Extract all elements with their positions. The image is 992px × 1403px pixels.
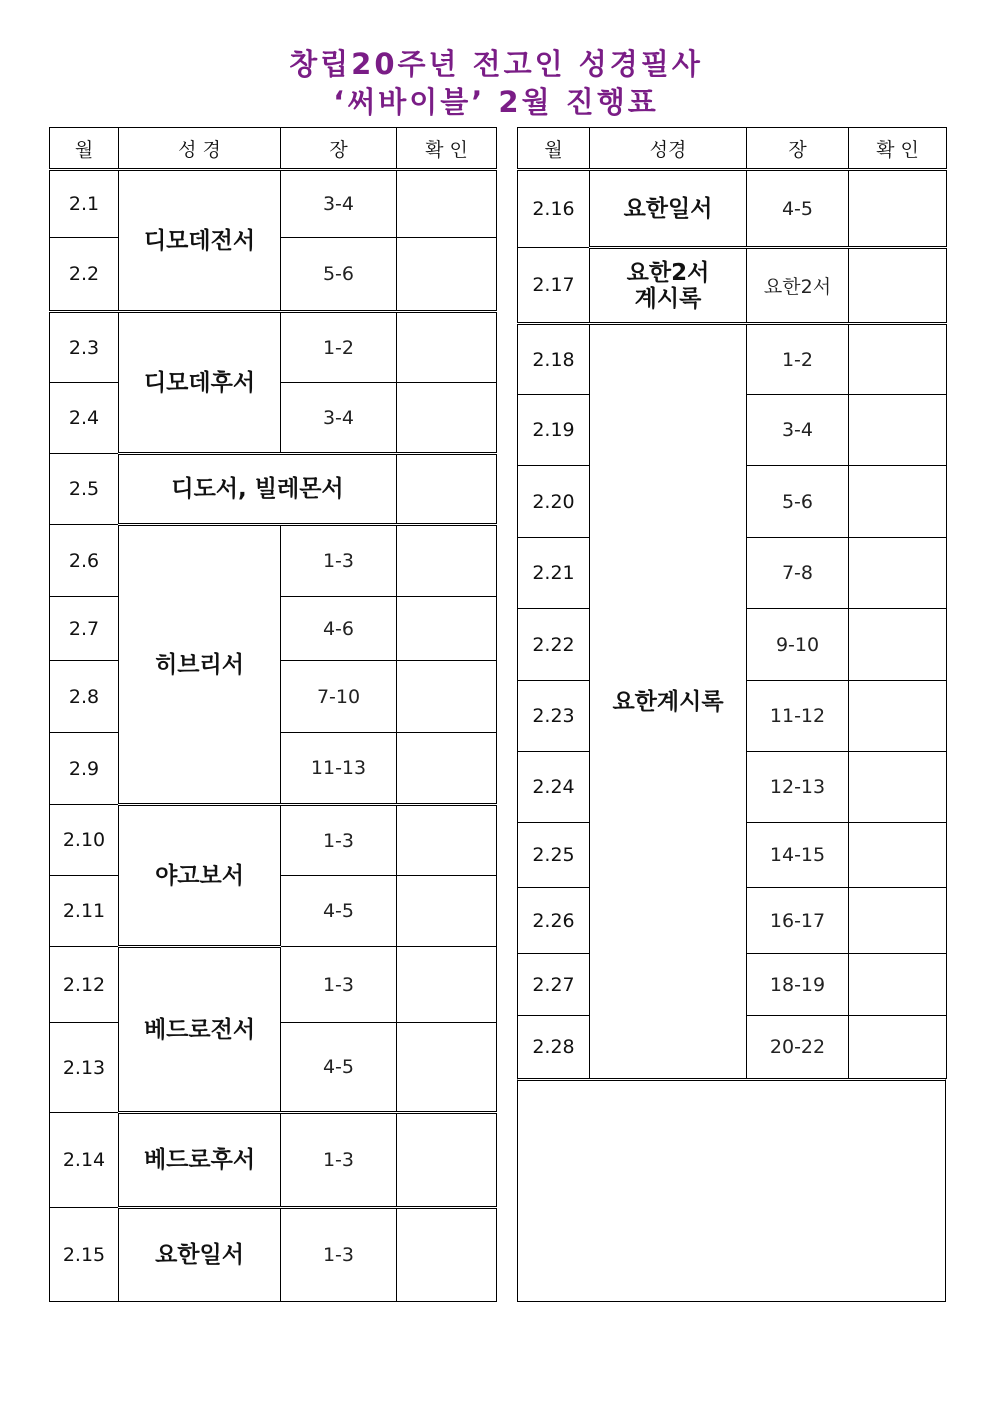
chapter-cell: 5-6 (747, 466, 849, 538)
date-cell: 2.21 (518, 538, 590, 609)
chapter-cell: 7-8 (747, 538, 849, 609)
chapter-cell: 1-3 (281, 947, 397, 1023)
check-cell[interactable] (397, 1208, 497, 1302)
date-cell: 2.14 (50, 1113, 119, 1208)
check-cell[interactable] (849, 681, 947, 752)
book-cell: 디모데후서 (119, 312, 281, 454)
chapter-cell: 1-3 (281, 525, 397, 597)
chapter-cell: 4-5 (281, 876, 397, 947)
check-cell[interactable] (849, 466, 947, 538)
check-cell[interactable] (849, 888, 947, 954)
header-chapter: 장 (281, 128, 397, 170)
date-cell: 2.23 (518, 681, 590, 752)
chapter-cell: 1-2 (747, 324, 849, 395)
book-cell: 히브리서 (119, 525, 281, 805)
schedule-table-right (517, 127, 947, 1079)
date-cell: 2.2 (50, 238, 119, 312)
chapter-cell: 11-12 (747, 681, 849, 752)
date-cell: 2.26 (518, 888, 590, 954)
chapter-cell: 1-3 (281, 1208, 397, 1302)
check-cell[interactable] (397, 1113, 497, 1208)
date-cell: 2.18 (518, 324, 590, 395)
date-cell: 2.3 (50, 312, 119, 383)
book-line: 계시록 (634, 285, 702, 312)
check-cell[interactable] (849, 609, 947, 681)
check-cell[interactable] (397, 876, 497, 947)
chapter-cell: 1-2 (281, 312, 397, 383)
date-cell: 2.6 (50, 525, 119, 597)
chapter-cell: 4-6 (281, 597, 397, 661)
empty-notes-box (517, 1078, 946, 1302)
check-cell[interactable] (397, 1023, 497, 1113)
header-month: 월 (50, 128, 119, 170)
header-check: 확 인 (849, 128, 947, 170)
chapter-cell: 20-22 (747, 1016, 849, 1079)
chapter-cell: 9-10 (747, 609, 849, 681)
book-cell: 디모데전서 (119, 170, 281, 312)
check-cell[interactable] (397, 383, 497, 454)
book-cell: 요한계시록 (590, 324, 747, 1079)
check-cell[interactable] (849, 324, 947, 395)
date-cell: 2.1 (50, 170, 119, 238)
chapter-cell: 3-4 (281, 170, 397, 238)
date-cell: 2.17 (518, 248, 590, 324)
check-cell[interactable] (397, 947, 497, 1023)
header-chapter: 장 (747, 128, 849, 170)
check-cell[interactable] (849, 170, 947, 248)
date-cell: 2.13 (50, 1023, 119, 1113)
book-cell: 요한일서 (590, 170, 747, 248)
book-cell: 베드로전서 (119, 947, 281, 1113)
chapter-cell: 요한2서 (747, 248, 849, 324)
check-cell[interactable] (397, 170, 497, 238)
check-cell[interactable] (397, 597, 497, 661)
check-cell[interactable] (397, 454, 497, 525)
check-cell[interactable] (849, 752, 947, 823)
check-cell[interactable] (849, 395, 947, 466)
chapter-cell: 7-10 (281, 661, 397, 733)
date-cell: 2.20 (518, 466, 590, 538)
chapter-cell: 18-19 (747, 954, 849, 1016)
header-check: 확 인 (397, 128, 497, 170)
check-cell[interactable] (397, 238, 497, 312)
chapter-cell: 3-4 (747, 395, 849, 466)
chapter-cell: 1-3 (281, 1113, 397, 1208)
header-book: 성경 (590, 128, 747, 170)
book-cell (590, 248, 747, 324)
date-cell: 2.5 (50, 454, 119, 525)
chapter-cell: 5-6 (281, 238, 397, 312)
date-cell: 2.7 (50, 597, 119, 661)
header-book: 성 경 (119, 128, 281, 170)
book-cell: 요한일서 (119, 1208, 281, 1302)
check-cell[interactable] (849, 954, 947, 1016)
schedule-table-left (49, 127, 497, 1302)
check-cell[interactable] (397, 733, 497, 805)
check-cell[interactable] (849, 1016, 947, 1079)
chapter-cell: 14-15 (747, 823, 849, 888)
chapter-cell: 11-13 (281, 733, 397, 805)
check-cell[interactable] (849, 538, 947, 609)
chapter-cell: 4-5 (281, 1023, 397, 1113)
date-cell: 2.24 (518, 752, 590, 823)
check-cell[interactable] (849, 248, 947, 324)
title-line-2: ‘써바이블’ 2월 진행표 (333, 85, 659, 119)
date-cell: 2.22 (518, 609, 590, 681)
book-cell: 야고보서 (119, 805, 281, 947)
check-cell[interactable] (849, 823, 947, 888)
check-cell[interactable] (397, 525, 497, 597)
book-cell: 디도서, 빌레몬서 (119, 454, 397, 525)
check-cell[interactable] (397, 805, 497, 876)
check-cell[interactable] (397, 312, 497, 383)
date-cell: 2.4 (50, 383, 119, 454)
chapter-cell: 3-4 (281, 383, 397, 454)
date-cell: 2.19 (518, 395, 590, 466)
chapter-cell: 16-17 (747, 888, 849, 954)
date-cell: 2.15 (50, 1208, 119, 1302)
header-month: 월 (518, 128, 590, 170)
date-cell: 2.8 (50, 661, 119, 733)
book-cell: 베드로후서 (119, 1113, 281, 1208)
date-cell: 2.10 (50, 805, 119, 876)
date-cell: 2.25 (518, 823, 590, 888)
title-line-1: 창립20주년 전고인 성경필사 (289, 47, 703, 81)
book-line: 요한2서 (626, 259, 710, 286)
date-cell: 2.12 (50, 947, 119, 1023)
date-cell: 2.28 (518, 1016, 590, 1079)
date-cell: 2.27 (518, 954, 590, 1016)
chapter-cell: 4-5 (747, 170, 849, 248)
chapter-cell: 12-13 (747, 752, 849, 823)
date-cell: 2.9 (50, 733, 119, 805)
check-cell[interactable] (397, 661, 497, 733)
date-cell: 2.16 (518, 170, 590, 248)
date-cell: 2.11 (50, 876, 119, 947)
chapter-cell: 1-3 (281, 805, 397, 876)
